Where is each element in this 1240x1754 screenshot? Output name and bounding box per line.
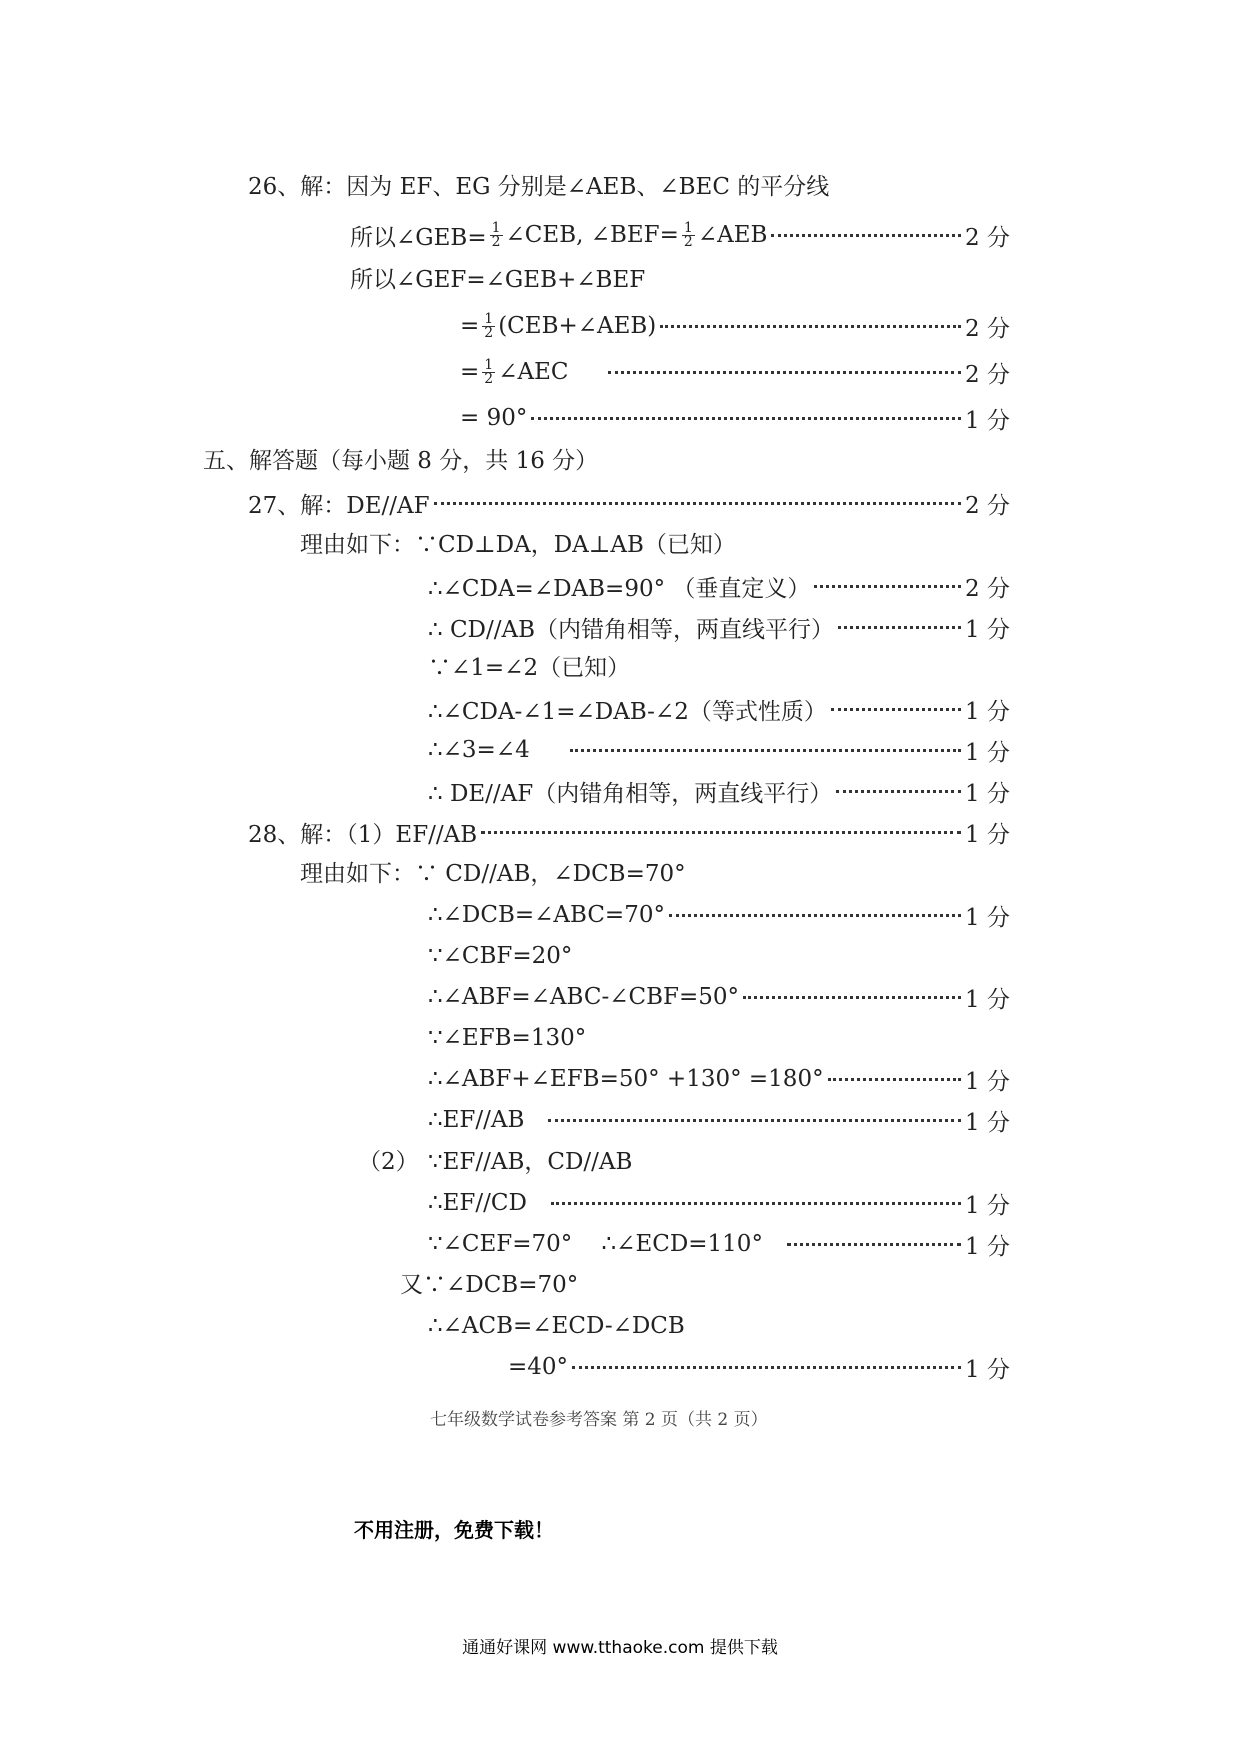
score: 1 分: [965, 616, 1010, 643]
score: 1 分: [965, 407, 1010, 434]
q26-l6-text: = 90°: [460, 405, 528, 431]
dot-leader: [434, 488, 961, 505]
dot-leader: [669, 900, 961, 917]
dot-leader: [551, 1188, 961, 1205]
step-text: ∴∠ABF+∠EFB=50° +130° =180°: [428, 1066, 824, 1092]
step-text: ∴∠CDA=∠DAB=90° （垂直定义）: [428, 575, 811, 602]
score: 1 分: [965, 986, 1010, 1013]
q26-line-4: [460, 311, 1010, 341]
step-text: ∵∠CEF=70° ∴∠ECD=110°: [428, 1231, 763, 1257]
q26-line-3: 所以∠GEF=∠GEB+∠BEF: [350, 267, 646, 293]
q28-head-text: 28、解：（1）EF//AB: [248, 821, 478, 848]
q27-step: [428, 776, 1010, 806]
q28-step: [428, 1064, 1010, 1094]
q27-head-text: 27、解：DE//AF: [248, 492, 430, 519]
section-heading: 五、解答题（每小题 8 分，共 16 分）: [203, 448, 599, 474]
dot-leader: [608, 357, 961, 374]
score: 1 分: [965, 1068, 1010, 1095]
step-text: ∴∠CDA-∠1=∠DAB-∠2（等式性质）: [428, 698, 827, 725]
dot-leader: [831, 694, 961, 711]
score: 2 分: [965, 492, 1010, 519]
q26-l2-pre: 所以∠GEB=: [350, 224, 487, 251]
dot-leader: [836, 776, 961, 793]
step-text: =40°: [508, 1354, 569, 1380]
half-fraction: $\frac{1}{2}$: [484, 356, 494, 387]
q27-step: [428, 694, 1010, 724]
dot-leader: [814, 571, 961, 588]
step-text: ∴ DE//AF（内错角相等，两直线平行）: [428, 780, 833, 807]
step-text: ∴∠ABF=∠ABC-∠CBF=50°: [428, 984, 739, 1010]
q27-heading: [248, 488, 1010, 518]
score: 1 分: [965, 780, 1010, 807]
q28-part2-step: [508, 1352, 1010, 1382]
dot-leader: [787, 1229, 961, 1246]
q26-line-6: [460, 403, 1010, 433]
score: 1 分: [965, 698, 1010, 725]
q26-l2-mid: ∠CEB, ∠BEF=: [505, 222, 679, 248]
score: 2 分: [965, 224, 1010, 251]
q28-heading: [248, 817, 1010, 847]
score: 1 分: [965, 821, 1010, 848]
dot-leader: [570, 735, 961, 752]
step-text: ∴EF//AB: [428, 1107, 525, 1133]
q27-step: ∵∠1=∠2（已知）: [428, 655, 631, 681]
score: 2 分: [965, 361, 1010, 388]
q26-l5-pre: =: [460, 359, 480, 385]
step-text: ∴EF//CD: [428, 1190, 527, 1216]
score: 1 分: [965, 1192, 1010, 1219]
half-fraction: $\frac{1}{2}$: [484, 310, 494, 341]
q28-step: [428, 982, 1010, 1012]
score: 1 分: [965, 1233, 1010, 1260]
dot-leader: [771, 220, 961, 237]
promo-text: 不用注册，免费下载！: [354, 1518, 554, 1542]
q26-l4-pre: =: [460, 313, 480, 339]
q26-l2-post: ∠AEB: [697, 222, 768, 248]
q26-l5-post: ∠AEC: [498, 359, 569, 385]
q28-part2-step: 又∵∠DCB=70°: [400, 1272, 579, 1298]
dot-leader: [548, 1105, 961, 1122]
q27-step: [428, 735, 1010, 765]
site-credit: 通通好课网 www.tthaoke.com 提供下载: [462, 1638, 778, 1658]
half-fraction: $\frac{1}{2}$: [683, 219, 693, 250]
score: 2 分: [965, 575, 1010, 602]
q28-step: ∵∠CBF=20°: [428, 943, 573, 969]
step-text: ∴∠3=∠4: [428, 737, 530, 763]
q28-part2-label: （2）: [358, 1149, 419, 1175]
score: 1 分: [965, 1356, 1010, 1383]
score: 1 分: [965, 904, 1010, 931]
q26-line-5: [460, 357, 1010, 387]
q26-line-2: [350, 220, 1010, 250]
q27-reason: 理由如下：∵CD⊥DA，DA⊥AB（已知）: [300, 532, 736, 558]
score: 1 分: [965, 1109, 1010, 1136]
q28-reason: 理由如下：∵ CD//AB，∠DCB=70°: [300, 861, 686, 887]
dot-leader: [828, 1064, 961, 1081]
q28-part2-first: ∵EF//AB，CD//AB: [428, 1149, 633, 1175]
dot-leader: [743, 982, 961, 999]
dot-leader: [531, 403, 961, 420]
q27-step: [428, 612, 1010, 642]
dot-leader: [660, 311, 961, 328]
step-text: ∴∠DCB=∠ABC=70°: [428, 902, 665, 928]
q26-heading: 26、解：因为 EF、EG 分别是∠AEB、∠BEC 的平分线: [248, 174, 830, 200]
score: 2 分: [965, 315, 1010, 342]
dot-leader: [572, 1352, 961, 1369]
score: 1 分: [965, 739, 1010, 766]
q28-part2-step: [428, 1188, 1010, 1218]
q28-part2-step: ∴∠ACB=∠ECD-∠DCB: [428, 1313, 685, 1339]
half-fraction: $\frac{1}{2}$: [491, 219, 501, 250]
q28-part2-step: [428, 1229, 1010, 1259]
q28-step: [428, 1105, 1010, 1135]
q27-step: [428, 571, 1010, 601]
q26-l4-post: (CEB+∠AEB): [498, 313, 657, 339]
step-text: ∴ CD//AB（内错角相等，两直线平行）: [428, 616, 834, 643]
dot-leader: [481, 817, 961, 834]
q28-step: ∵∠EFB=130°: [428, 1025, 587, 1051]
page-footer: 七年级数学试卷参考答案 第 2 页（共 2 页）: [430, 1410, 768, 1430]
dot-leader: [838, 612, 961, 629]
q28-step: [428, 900, 1010, 930]
